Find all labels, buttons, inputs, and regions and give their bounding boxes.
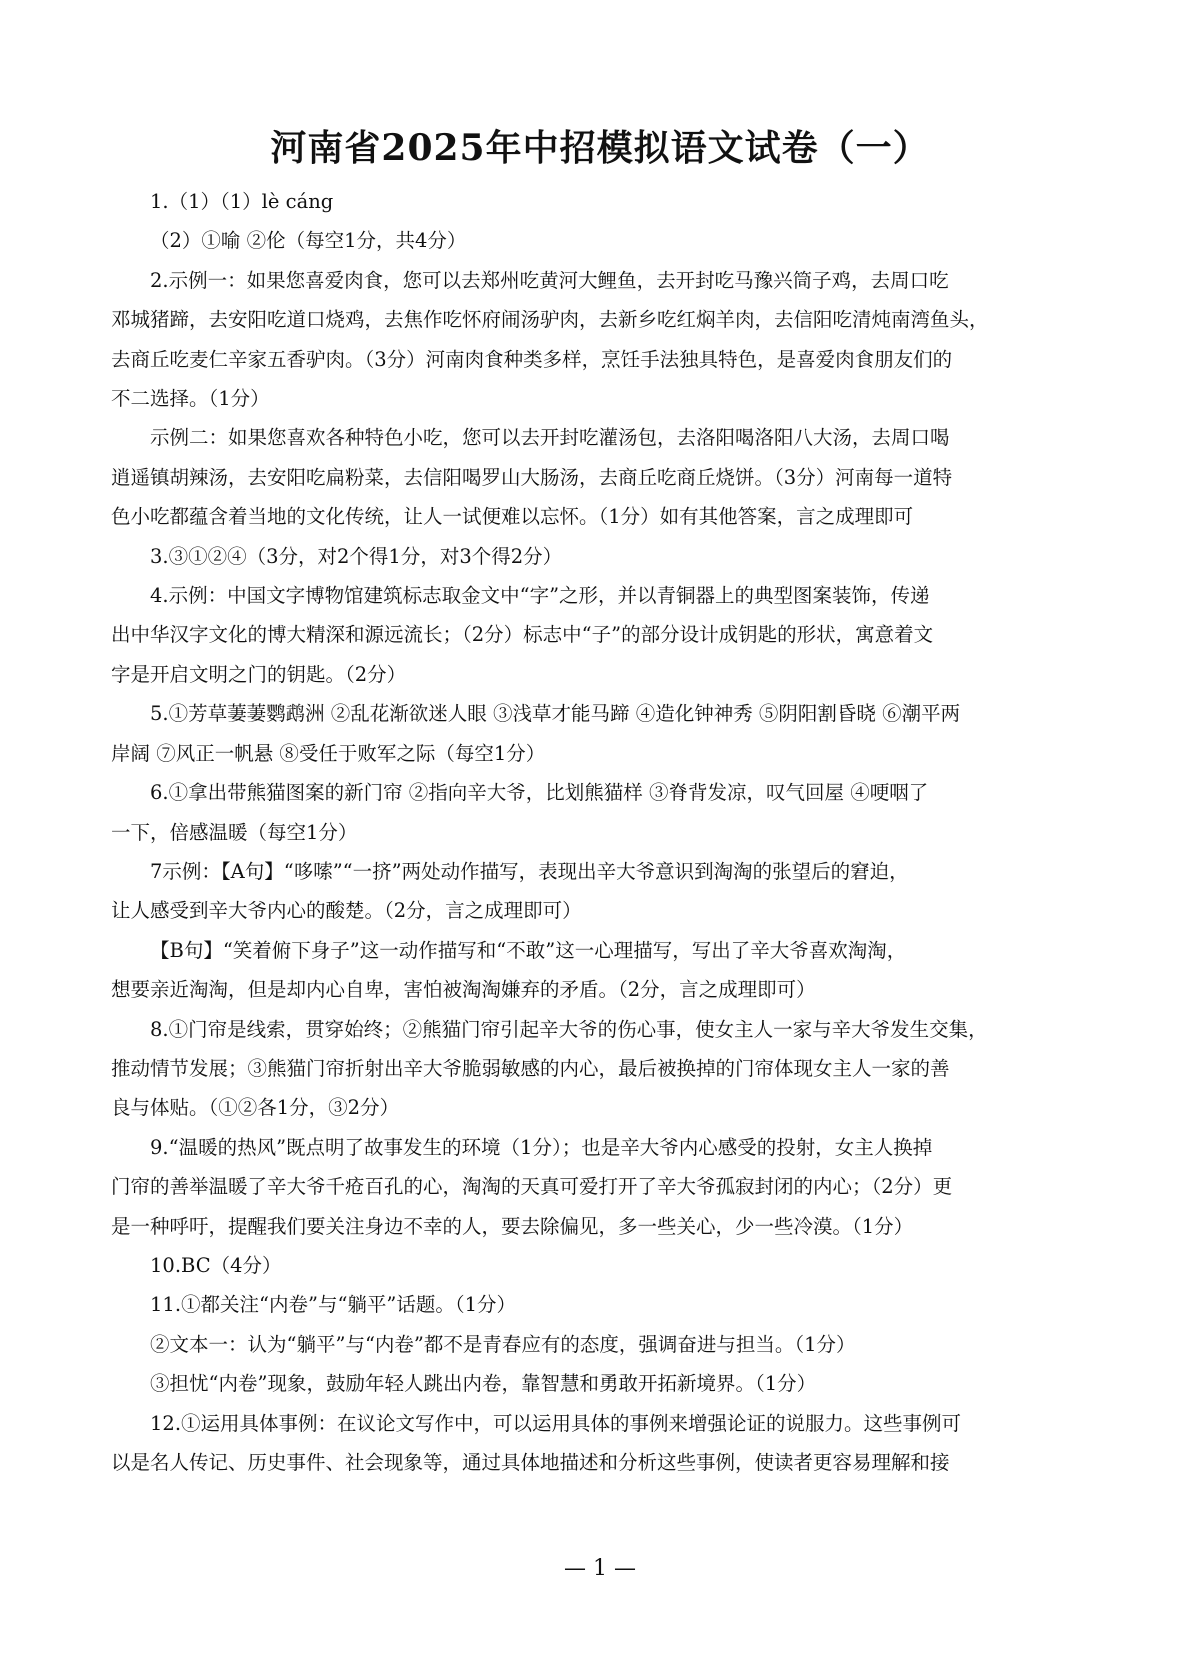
page-title: 河南省2025年中招模拟语文试卷（一） <box>270 127 930 169</box>
answer-line: 7示例：【A句】“哆嗦”“一挤”两处动作描写，表现出辛大爷意识到淘淘的张望后的窘迫， <box>150 859 909 883</box>
answer-body <box>111 182 1095 1482</box>
answer-line: 岸阔 ⑦风正一帆悬 ⑧受任于败军之际（每空1分） <box>111 741 546 765</box>
answer-line: 良与体贴。（①②各1分，③2分） <box>111 1096 400 1120</box>
answer-line: 2.示例一：如果您喜爱肉食，您可以去郑州吃黄河大鲤鱼，去开封吃马豫兴筒子鸡，去周口吃 <box>150 268 949 292</box>
answer-line: 11.①都关注“内卷”与“躺平”话题。（1分） <box>150 1293 517 1317</box>
answer-line: 一下，倍感温暖（每空1分） <box>111 820 358 844</box>
answer-line: 6.①拿出带熊猫图案的新门帘 ②指向辛大爷，比划熊猫样 ③脊背发凉，叹气回屋 ④哽咽了 <box>150 781 929 805</box>
answer-line: 【B句】“笑着俯下身子”这一动作描写和“不敢”这一心理描写，写出了辛大爷喜欢淘淘， <box>150 938 907 962</box>
answer-line: 是一种呼吁，提醒我们要关注身边不幸的人，要去除偏见，多一些关心，少一些冷漠。（1分） <box>111 1214 914 1238</box>
answer-line: 以是名人传记、历史事件、社会现象等，通过具体地描述和分析这些事例，使读者更容易理解和接 <box>111 1451 950 1474</box>
answer-line: 8.①门帘是线索，贯穿始终；②熊猫门帘引起辛大爷的伤心事，使女主人一家与辛大爷发生交集， <box>150 1017 988 1041</box>
answer-line: 门帘的善举温暖了辛大爷千疮百孔的心，淘淘的天真可爱打开了辛大爷孤寂封闭的内心；（2分）更 <box>111 1175 953 1199</box>
answer-line: 色小吃都蕴含着当地的文化传统，让人一试便难以忘怀。（1分）如有其他答案，言之成理即可 <box>111 505 914 529</box>
answer-line: 4.示例：中国文字博物馆建筑标志取金文中“字”之形，并以青铜器上的典型图案装饰，传递 <box>150 584 930 608</box>
answer-line: 12.①运用具体事例：在议论文写作中，可以运用具体的事例来增强论证的说服力。这些事例可 <box>150 1411 962 1435</box>
answer-line: 5.①芳草萋萋鹦鹉洲 ②乱花渐欲迷人眼 ③浅草才能马蹄 ④造化钟神秀 ⑤阴阳割昏晓 ⑥潮平两 <box>150 702 961 726</box>
answer-line: ③担忧“内卷”现象，鼓励年轻人跳出内卷，靠智慧和勇敢开拓新境界。（1分） <box>150 1372 817 1396</box>
answer-line: 10.BC（4分） <box>150 1253 282 1277</box>
answer-line: 逍遥镇胡辣汤，去安阳吃扁粉菜，去信阳喝罗山大肠汤，去商丘吃商丘烧饼。（3分）河南每一道特 <box>111 465 953 489</box>
page-number: — 1 — <box>564 1556 636 1581</box>
answer-line: （2）①喻 ②伦（每空1分，共4分） <box>150 229 467 253</box>
answer-line: 邓城猪蹄，去安阳吃道口烧鸡，去焦作吃怀府闹汤驴肉，去新乡吃红焖羊肉，去信阳吃清炖南湾鱼头， <box>111 308 989 332</box>
answer-line: 9.“温暖的热风”既点明了故事发生的环境（1分）；也是辛大爷内心感受的投射，女主人换掉 <box>150 1135 933 1159</box>
answer-line: 去商丘吃麦仁辛家五香驴肉。（3分）河南肉食种类多样，烹饪手法独具特色，是喜爱肉食朋友们的 <box>111 347 953 371</box>
answer-line: 字是开启文明之门的钥匙。（2分） <box>111 662 407 686</box>
answer-line: ②文本一：认为“躺平”与“内卷”都不是青春应有的态度，强调奋进与担当。（1分） <box>150 1332 856 1356</box>
answer-line: 让人感受到辛大爷内心的酸楚。（2分，言之成理即可） <box>111 899 582 923</box>
answer-line: 想要亲近淘淘，但是却内心自卑，害怕被淘淘嫌弃的矛盾。（2分，言之成理即可） <box>111 978 816 1002</box>
answer-line: 出中华汉字文化的博大精深和源远流长；（2分）标志中“子”的部分设计成钥匙的形状，寓意着文 <box>111 623 934 647</box>
answer-line: 示例二：如果您喜欢各种特色小吃，您可以去开封吃灌汤包，去洛阳喝洛阳八大汤，去周口喝 <box>150 426 950 450</box>
answer-line: 1.（1）（1）lè cáng <box>150 190 334 213</box>
answer-line: 不二选择。（1分） <box>111 387 270 411</box>
answer-line: 3.③①②④（3分，对2个得1分，对3个得2分） <box>150 544 563 568</box>
answer-line: 推动情节发展；③熊猫门帘折射出辛大爷脆弱敏感的内心，最后被换掉的门帘体现女主人一家的善 <box>111 1056 950 1080</box>
